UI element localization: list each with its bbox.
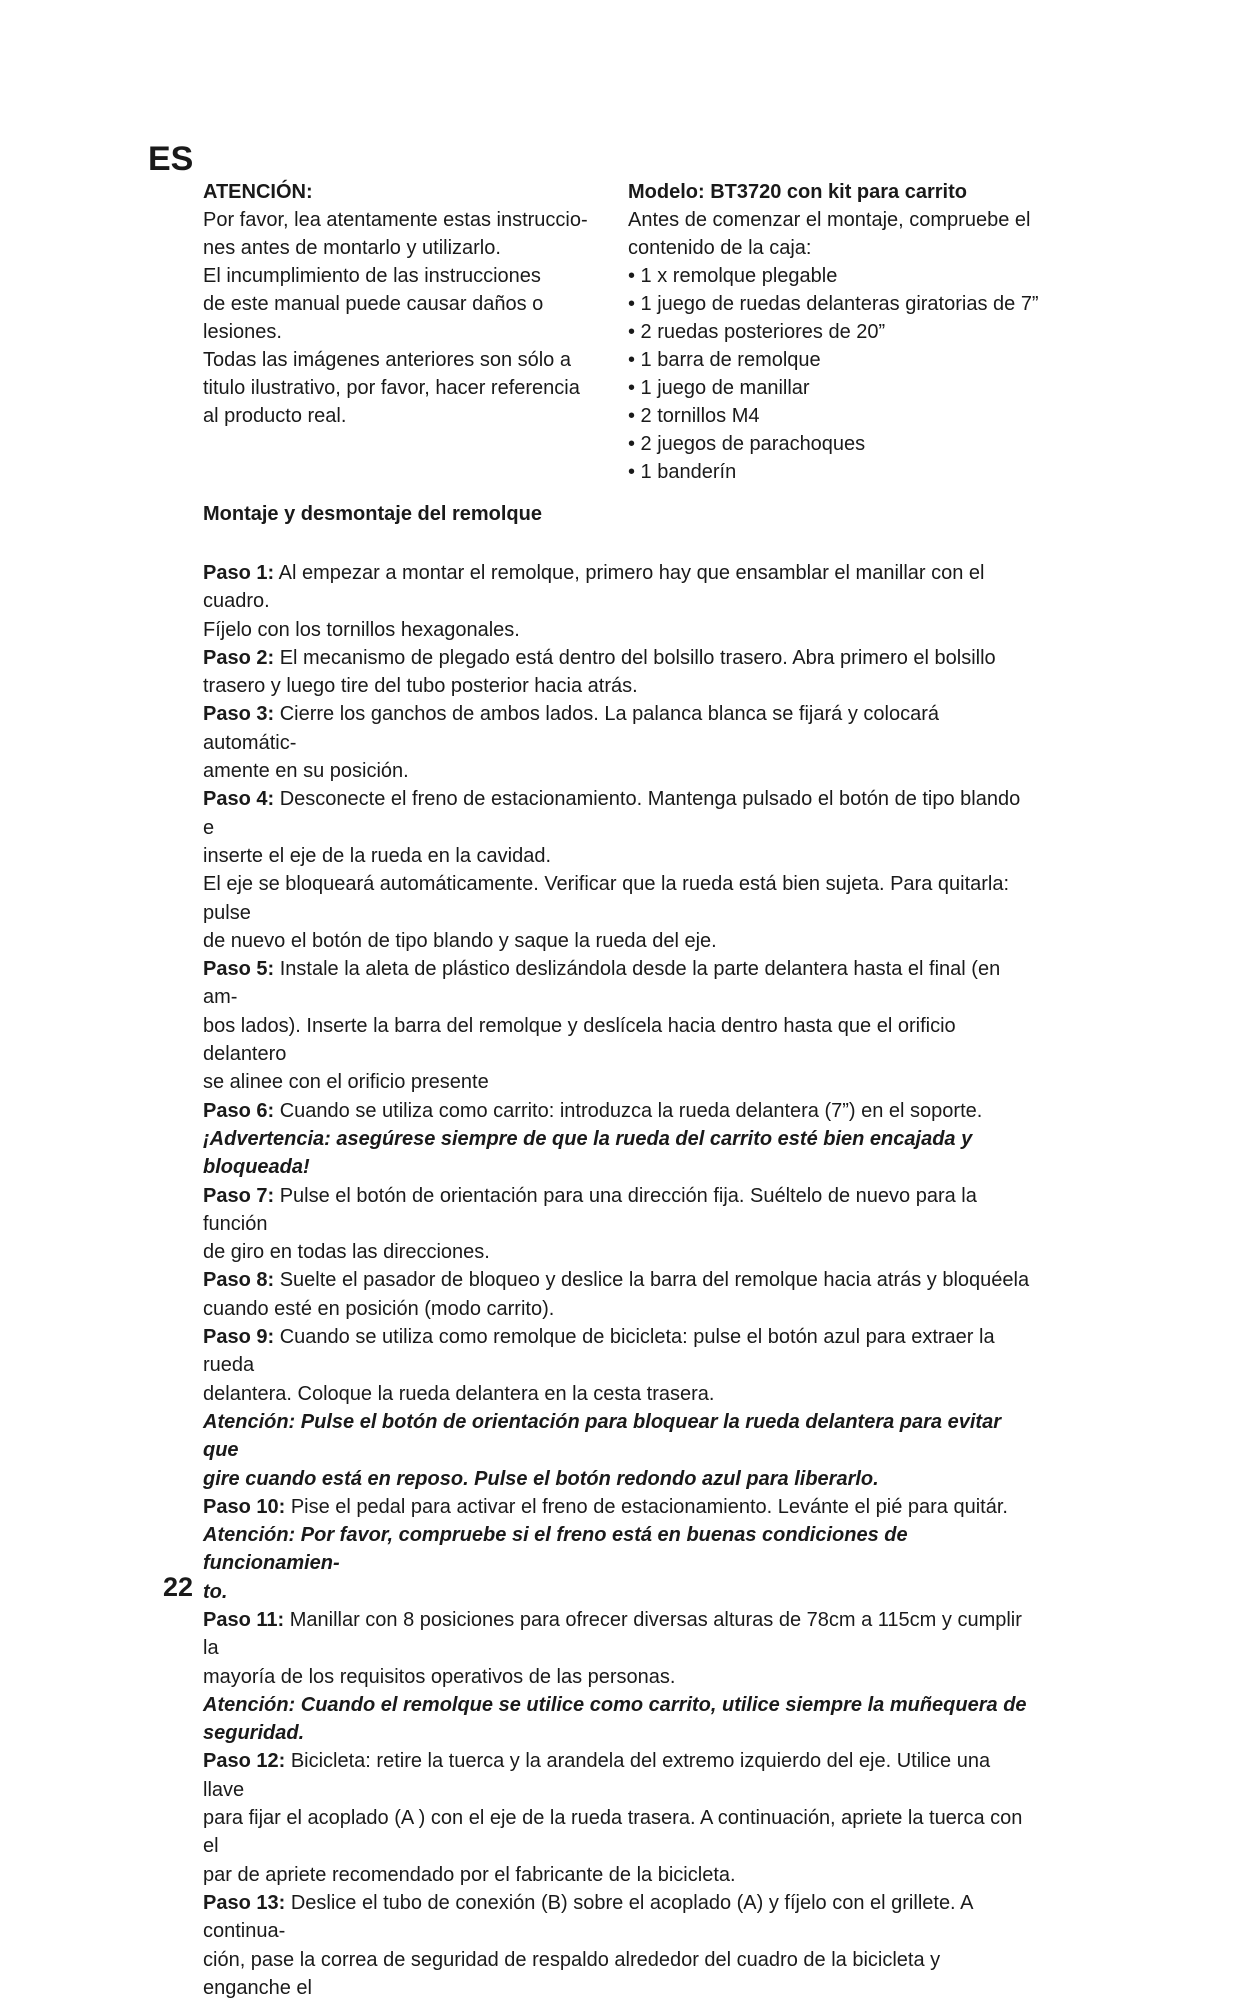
step-text: cuando esté en posición (modo carrito). — [203, 1297, 555, 1320]
step-label: Paso 12: — [203, 1750, 286, 1773]
attention-line: al producto real. — [203, 405, 347, 427]
step-text: Bicicleta: retire la tuerca y la arandela del extremo izquierdo del eje. Utilice una llave — [203, 1750, 991, 1801]
step-line — [203, 757, 1033, 785]
step-label: Paso 4: — [203, 788, 275, 811]
step-line — [203, 1861, 1033, 1889]
step-label: Paso 2: — [203, 646, 275, 669]
list-item: • 1 barra de remolque — [628, 349, 821, 371]
attention-heading: ATENCIÓN: — [203, 181, 313, 203]
step-text: Pulse el botón de orientación para una dirección fija. Suéltelo de nuevo para la función — [203, 1184, 977, 1235]
step-text: Al empezar a montar el remolque, primero hay que ensamblar el manillar con el cuadro. — [203, 562, 985, 613]
step-text: ción, pase la correa de seguridad de respaldo alrededor del cuadro de la bicicleta y enganche el — [203, 1948, 941, 1999]
warning-line: Atención: Pulse el botón de orientación para bloquear la rueda delantera para evitar que — [203, 1410, 1001, 1462]
step-label: Paso 7: — [203, 1184, 275, 1207]
step-text: Cuando se utiliza como carrito: introduzca la rueda delantera (7”) en el soporte. — [274, 1099, 983, 1122]
step-text: de nuevo el botón de tipo blando y saque la rueda del eje. — [203, 929, 717, 952]
attention-line: de este manual puede causar daños o — [203, 293, 544, 315]
step-line — [203, 1380, 1033, 1408]
step-text: Manillar con 8 posiciones para ofrecer diversas alturas de 78cm a 115cm y cumplir la — [203, 1608, 1022, 1660]
step-text: Pise el pedal para activar el freno de estacionamiento. Levánte el pié para quitár. — [285, 1495, 1008, 1518]
step-line — [203, 1266, 1033, 1294]
step-line — [203, 842, 1033, 870]
step-text: Deslice el tubo de conexión (B) sobre el acoplado (A) y fíjelo con el grillete. A continua- — [203, 1891, 973, 1943]
step-line — [203, 1012, 1033, 1069]
step-text: Desconecte el freno de estacionamiento. Mantenga pulsado el botón de tipo blando e — [203, 788, 1021, 839]
model-intro-line: contenido de la caja: — [628, 237, 812, 259]
attention-line: titulo ilustrativo, por favor, hacer referencia — [203, 377, 580, 399]
warning-line: bloqueada! — [203, 1156, 310, 1179]
attention-column — [203, 178, 613, 430]
warning-line: Atención: Por favor, compruebe si el freno está en buenas condiciones de funcionamien- — [203, 1524, 908, 1575]
step-label: Paso 11: — [203, 1608, 285, 1631]
step-line — [203, 700, 1033, 757]
model-column — [628, 178, 1078, 486]
list-item: • 2 juegos de parachoques — [628, 433, 866, 455]
step-line — [203, 927, 1033, 955]
step-line — [203, 672, 1033, 700]
step-text: Cuando se utiliza como remolque de bicicleta: pulse el botón azul para extraer la rueda — [203, 1326, 995, 1377]
list-item: • 2 tornillos M4 — [628, 405, 760, 427]
step-text: inserte el eje de la rueda en la cavidad. — [203, 844, 552, 867]
attention-line: lesiones. — [203, 321, 282, 343]
language-code: ES — [148, 140, 194, 178]
step-text: se alinee con el orificio presente — [203, 1071, 489, 1094]
step-label: Paso 6: — [203, 1099, 275, 1122]
step-label: Paso 3: — [203, 703, 275, 726]
step-text: par de apriete recomendado por el fabricante de la bicicleta. — [203, 1863, 736, 1886]
step-label: Paso 5: — [203, 958, 275, 981]
warning-line: gire cuando está en reposo. Pulse el botón redondo azul para liberarlo. — [203, 1467, 879, 1490]
step-line — [203, 1238, 1033, 1266]
step-label: Paso 13: — [203, 1891, 286, 1914]
step-label: Paso 10: — [203, 1495, 286, 1518]
step-line — [203, 1068, 1033, 1096]
step-line — [203, 1606, 1033, 1663]
step-text: El mecanismo de plegado está dentro del bolsillo trasero. Abra primero el bolsillo — [274, 646, 996, 669]
step-line — [203, 870, 1033, 927]
step-line — [203, 1097, 1033, 1125]
step-text: para fijar el acoplado (A ) con el eje de la rueda trasera. A continuación, apriete la tuerca con el — [203, 1807, 1023, 1858]
page-number: 22 — [163, 1572, 194, 1602]
list-item: • 1 juego de manillar — [628, 377, 810, 399]
attention-line: El incumplimiento de las instrucciones — [203, 265, 541, 287]
step-line — [203, 1889, 1033, 1946]
list-item: • 1 juego de ruedas delanteras giratorias de 7” — [628, 293, 1039, 315]
list-item: • 2 ruedas posteriores de 20” — [628, 321, 886, 343]
warning-line: seguridad. — [203, 1722, 305, 1745]
step-line — [203, 1182, 1033, 1239]
step-text: Instale la aleta de plástico deslizándola desde la parte delantera hasta el final (en am- — [203, 958, 1001, 1009]
step-label: Paso 8: — [203, 1269, 275, 1292]
warning-line: ¡Advertencia: asegúrese siempre de que la rueda del carrito esté bien encajada y — [203, 1127, 973, 1150]
step-text: Suelte el pasador de bloqueo y deslice la barra del remolque hacia atrás y bloquéela — [274, 1269, 1030, 1292]
step-line — [203, 1493, 1033, 1521]
step-line — [203, 644, 1033, 672]
step-line — [203, 559, 1033, 616]
attention-line: Todas las imágenes anteriores son sólo a — [203, 349, 571, 371]
step-line — [203, 1946, 1033, 2002]
step-line — [203, 1804, 1033, 1861]
step-line — [203, 1323, 1033, 1380]
warning-line: to. — [203, 1580, 228, 1603]
step-label: Paso 9: — [203, 1326, 275, 1349]
box-contents-list — [628, 262, 1078, 486]
model-intro-line: Antes de comenzar el montaje, compruebe el — [628, 209, 1031, 231]
section-title: Montaje y desmontaje del remolque — [203, 503, 542, 525]
model-heading: Modelo: BT3720 con kit para carrito — [628, 181, 967, 203]
warning-line: Atención: Cuando el remolque se utilice como carrito, utilice siempre la muñequera de — [203, 1693, 1027, 1716]
step-text: bos lados). Inserte la barra del remolque y deslícela hacia dentro hasta que el orificio delantero — [203, 1014, 956, 1066]
step-text: mayoría de los requisitos operativos de las personas. — [203, 1665, 676, 1688]
attention-line: nes antes de montarlo y utilizarlo. — [203, 237, 501, 259]
step-line — [203, 785, 1033, 842]
attention-line: Por favor, lea atentamente estas instruccio- — [203, 209, 588, 231]
step-text: trasero y luego tire del tubo posterior hacia atrás. — [203, 675, 638, 698]
assembly-steps — [203, 559, 1033, 2002]
step-line — [203, 1295, 1033, 1323]
step-text: delantera. Coloque la rueda delantera en la cesta trasera. — [203, 1382, 715, 1405]
list-item: • 1 banderín — [628, 461, 737, 483]
step-text: de giro en todas las direcciones. — [203, 1241, 490, 1264]
step-line — [203, 1663, 1033, 1691]
step-text: Cierre los ganchos de ambos lados. La palanca blanca se fijará y colocará automátic- — [203, 703, 939, 754]
step-text: Fíjelo con los tornillos hexagonales. — [203, 618, 520, 641]
step-label: Paso 1: — [203, 562, 275, 584]
step-text: amente en su posición. — [203, 760, 409, 783]
step-line — [203, 1747, 1033, 1804]
step-text: El eje se bloqueará automáticamente. Verificar que la rueda está bien sujeta. Para quitarla: pulse — [203, 873, 1010, 924]
step-line — [203, 616, 1033, 644]
list-item: • 1 x remolque plegable — [628, 265, 838, 287]
step-line — [203, 955, 1033, 1012]
